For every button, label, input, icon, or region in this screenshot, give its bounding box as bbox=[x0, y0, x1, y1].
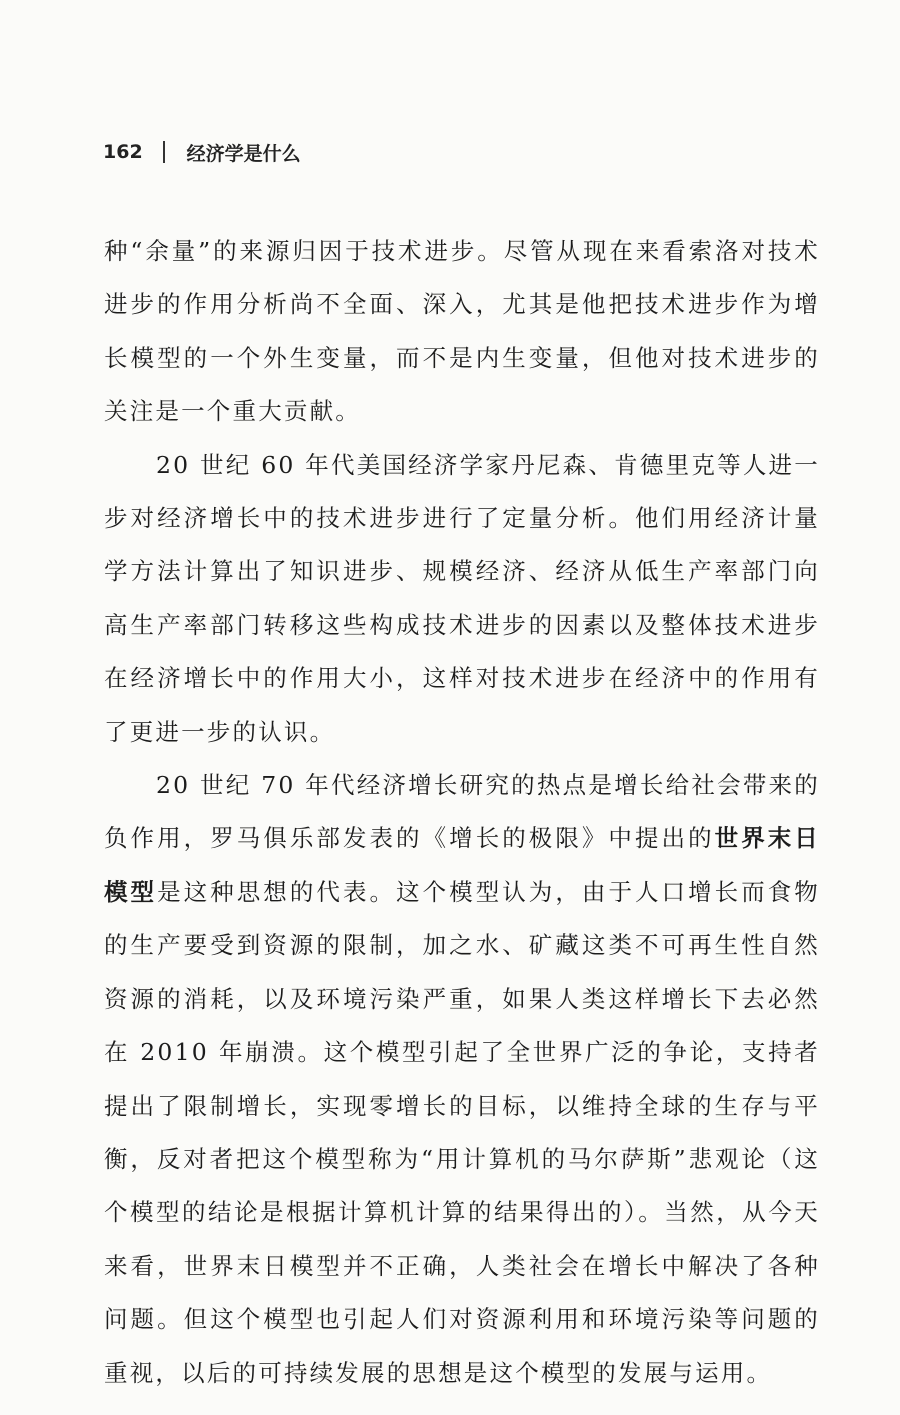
paragraph-1: 种“余量”的来源归因于技术进步。尽管从现在来看索洛对技术进步的作用分析尚不全面、深入，尤其是他把技术进步作为增长模型的一个外生变量，而不是内生变量，但他对技术进步的关注是一个重大贡献。 bbox=[104, 237, 820, 426]
page-number: 162 bbox=[103, 141, 143, 163]
bold-term-doomsday-model: 世界末日模型 bbox=[104, 824, 820, 906]
paragraph-3 bbox=[104, 759, 820, 1400]
header-separator bbox=[163, 141, 165, 163]
paragraph-2: 20 世纪 60 年代美国经济学家丹尼森、肯德里克等人进一步对经济增长中的技术进步进行了定量分析。他们用经济计量学方法计算出了知识进步、规模经济、经济从低生产率部门向高生产率部门转移这些构成技术进步的因素以及整体技术进步在经济增长中的作用大小，这样对技术进步在经济中的作用有了更进一步的认识。 bbox=[104, 450, 820, 746]
page-header bbox=[103, 136, 301, 168]
paragraph-3-part-1: 20 世纪 70 年代经济增长研究的热点是增长给社会带来的负作用，罗马俱乐部发表的《增长的极限》中提出的 bbox=[104, 771, 820, 853]
body-text bbox=[104, 225, 820, 1400]
paragraph-3-part-2: 是这种思想的代表。这个模型认为，由于人口增长而食物的生产要受到资源的限制，加之水、矿藏这类不可再生性自然资源的消耗，以及环境污染严重，如果人类这样增长下去必然在 2010 年崩溃。这个模型引起了全世界广泛的争论，支持者提出了限制增长，实现零增长的目标，以维持全球的生存与平衡，反对者把这个模型称为“用计算机的马尔萨斯”悲观论（这个模型的结论是根据计算机计算的结果得出的）。当然，从今天来看，世界末日模型并不正确，人类社会在增长中解决了各种问题。但这个模型也引起人们对资源利用和环境污染等问题的重视，以后的可持续发展的思想是这个模型的发展与运用。 bbox=[104, 877, 821, 1387]
running-title: 经济学是什么 bbox=[186, 142, 301, 165]
